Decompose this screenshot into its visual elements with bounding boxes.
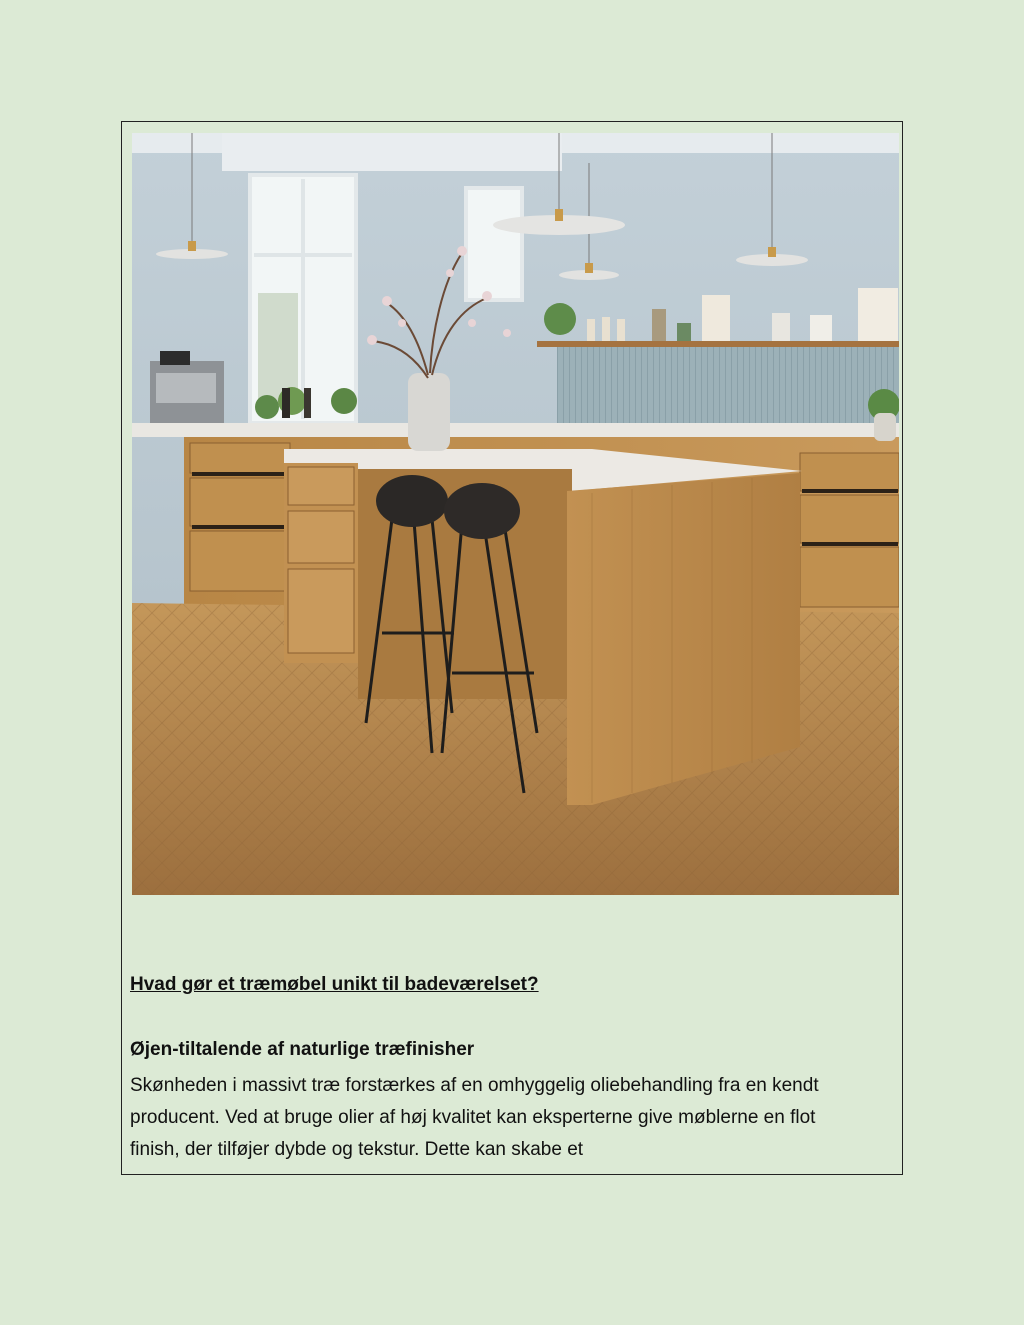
section-heading: Hvad gør et træmøbel unikt til badeværelset? — [130, 974, 539, 995]
document-frame — [121, 121, 903, 1175]
body-paragraph: Skønheden i massivt træ forstærkes af en omhyggelig oliebehandling fra en kendt producent. Ved at bruge olier af høj kvalitet kan eksperterne give møblerne en flot finish, der tilføjer dybde og tekstur. Dette kan skabe et — [130, 1075, 819, 1160]
sub-heading: Øjen-tiltalende af naturlige træfinisher — [130, 1039, 475, 1060]
kitchen-photo — [132, 133, 899, 895]
